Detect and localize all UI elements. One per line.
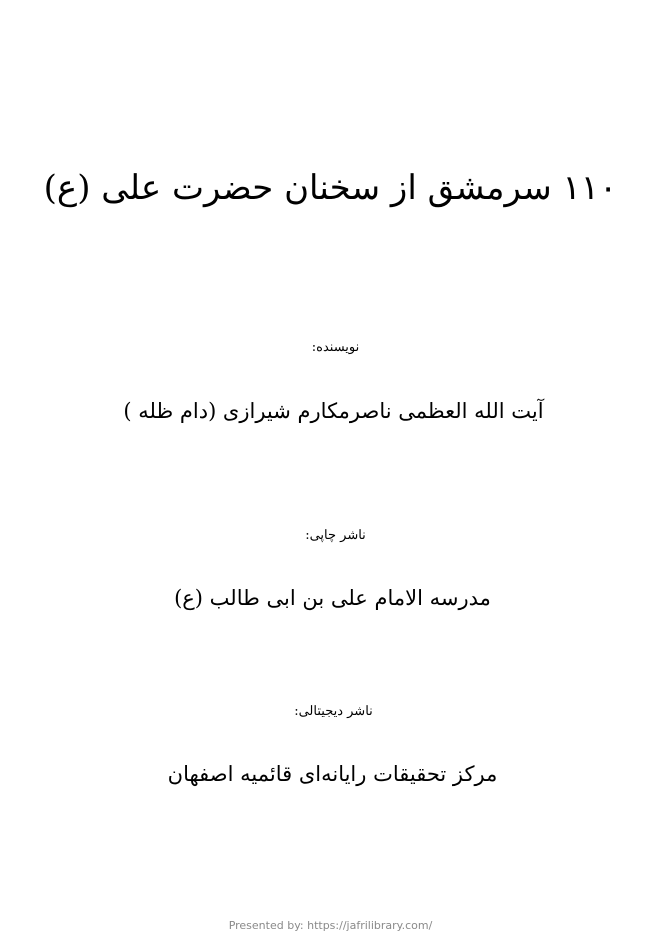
digital-publisher-name: مرکز تحقیقات رایانه‌ای قائمیه اصفهان xyxy=(167,762,498,786)
print-publisher-name: مدرسه الامام علی بن ابی طالب (ع) xyxy=(174,586,491,610)
footer-presented-by: Presented by: https://jafrilibrary.com/ xyxy=(228,919,433,932)
book-title: ۱۱۰ سرمشق از سخنان حضرت علی (ع) xyxy=(43,168,618,208)
digital-publisher-label: ناشر دیجیتالی: xyxy=(294,704,373,719)
print-publisher-label: ناشر چاپی: xyxy=(305,528,366,543)
author-name: آیت الله العظمی ناصرمکارم شیرازی (دام ظله ) xyxy=(123,399,544,423)
author-label: نویسنده: xyxy=(311,340,360,355)
